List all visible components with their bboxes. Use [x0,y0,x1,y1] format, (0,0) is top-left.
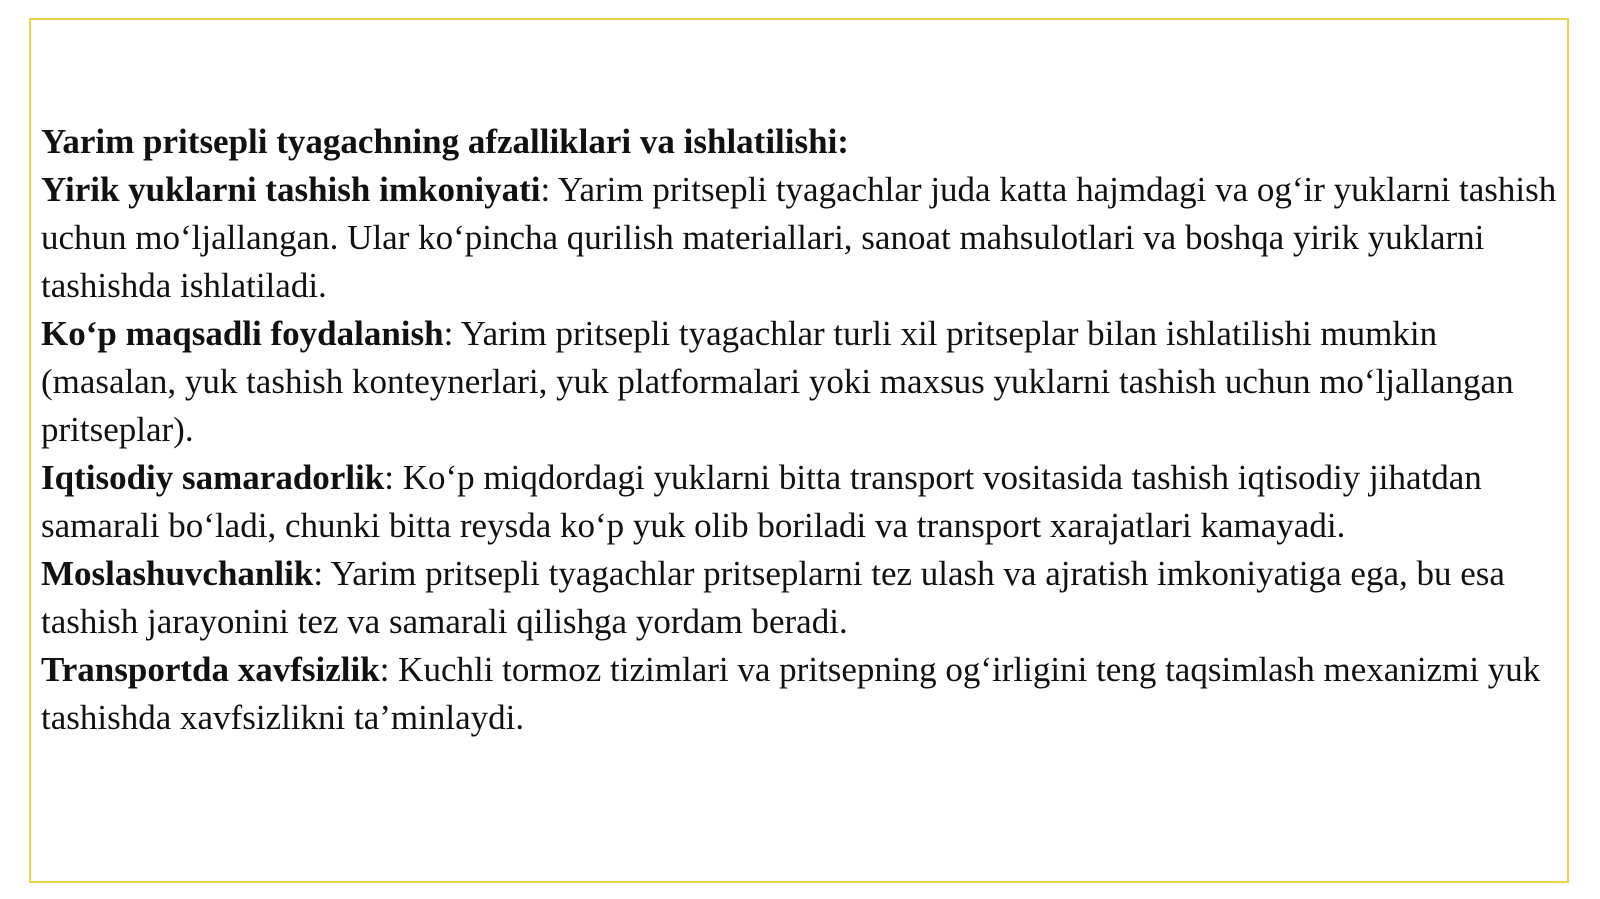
list-item [41,454,1561,550]
item-description: : Kuchli tormoz tizimlari va pritsepning og‘irligini teng taqsimlash mexanizmi yuk tashishda xavfsizlikni ta’minlaydi. [41,650,1541,737]
list-item [41,646,1561,742]
item-description: : Ko‘p miqdordagi yuklarni bitta transport vositasida tashish iqtisodiy jihatdan samarali bo‘ladi, chunki bitta reysda ko‘p yuk olib boriladi va transport xarajatlari kamayadi. [41,458,1482,545]
list-item [41,550,1561,646]
item-term: Yirik yuklarni tashish imkoniyati [41,170,541,209]
item-description: : Yarim pritsepli tyagachlar turli xil pritseplar bilan ishlatilishi mumkin (masalan, yuk tashish konteynerlari, yuk platformalari yoki maxsus yuklarni tashish uchun mo‘ljallangan pritseplar). [41,314,1514,449]
slide-title: Yarim pritsepli tyagachning afzalliklari va ishlatilishi: [41,122,849,161]
list-item [41,166,1561,310]
slide-content [41,118,1561,742]
item-description: : Yarim pritsepli tyagachlar pritseplarni tez ulash va ajratish imkoniyatiga ega, bu esa tashish jarayonini tez va samarali qilishga yordam beradi. [41,554,1505,641]
list-item [41,310,1561,454]
item-term: Ko‘p maqsadli foydalanish [41,314,444,353]
item-description: : Yarim pritsepli tyagachlar juda katta hajmdagi va og‘ir yuklarni tashish uchun mo‘ljallangan. Ular ko‘pincha qurilish materiallari, sanoat mahsulotlari va boshqa yirik yuklarni tashishda ishlatiladi. [41,170,1557,305]
item-term: Iqtisodiy samaradorlik [41,458,385,497]
item-term: Transportda xavfsizlik [41,650,380,689]
item-term: Moslashuvchanlik [41,554,314,593]
